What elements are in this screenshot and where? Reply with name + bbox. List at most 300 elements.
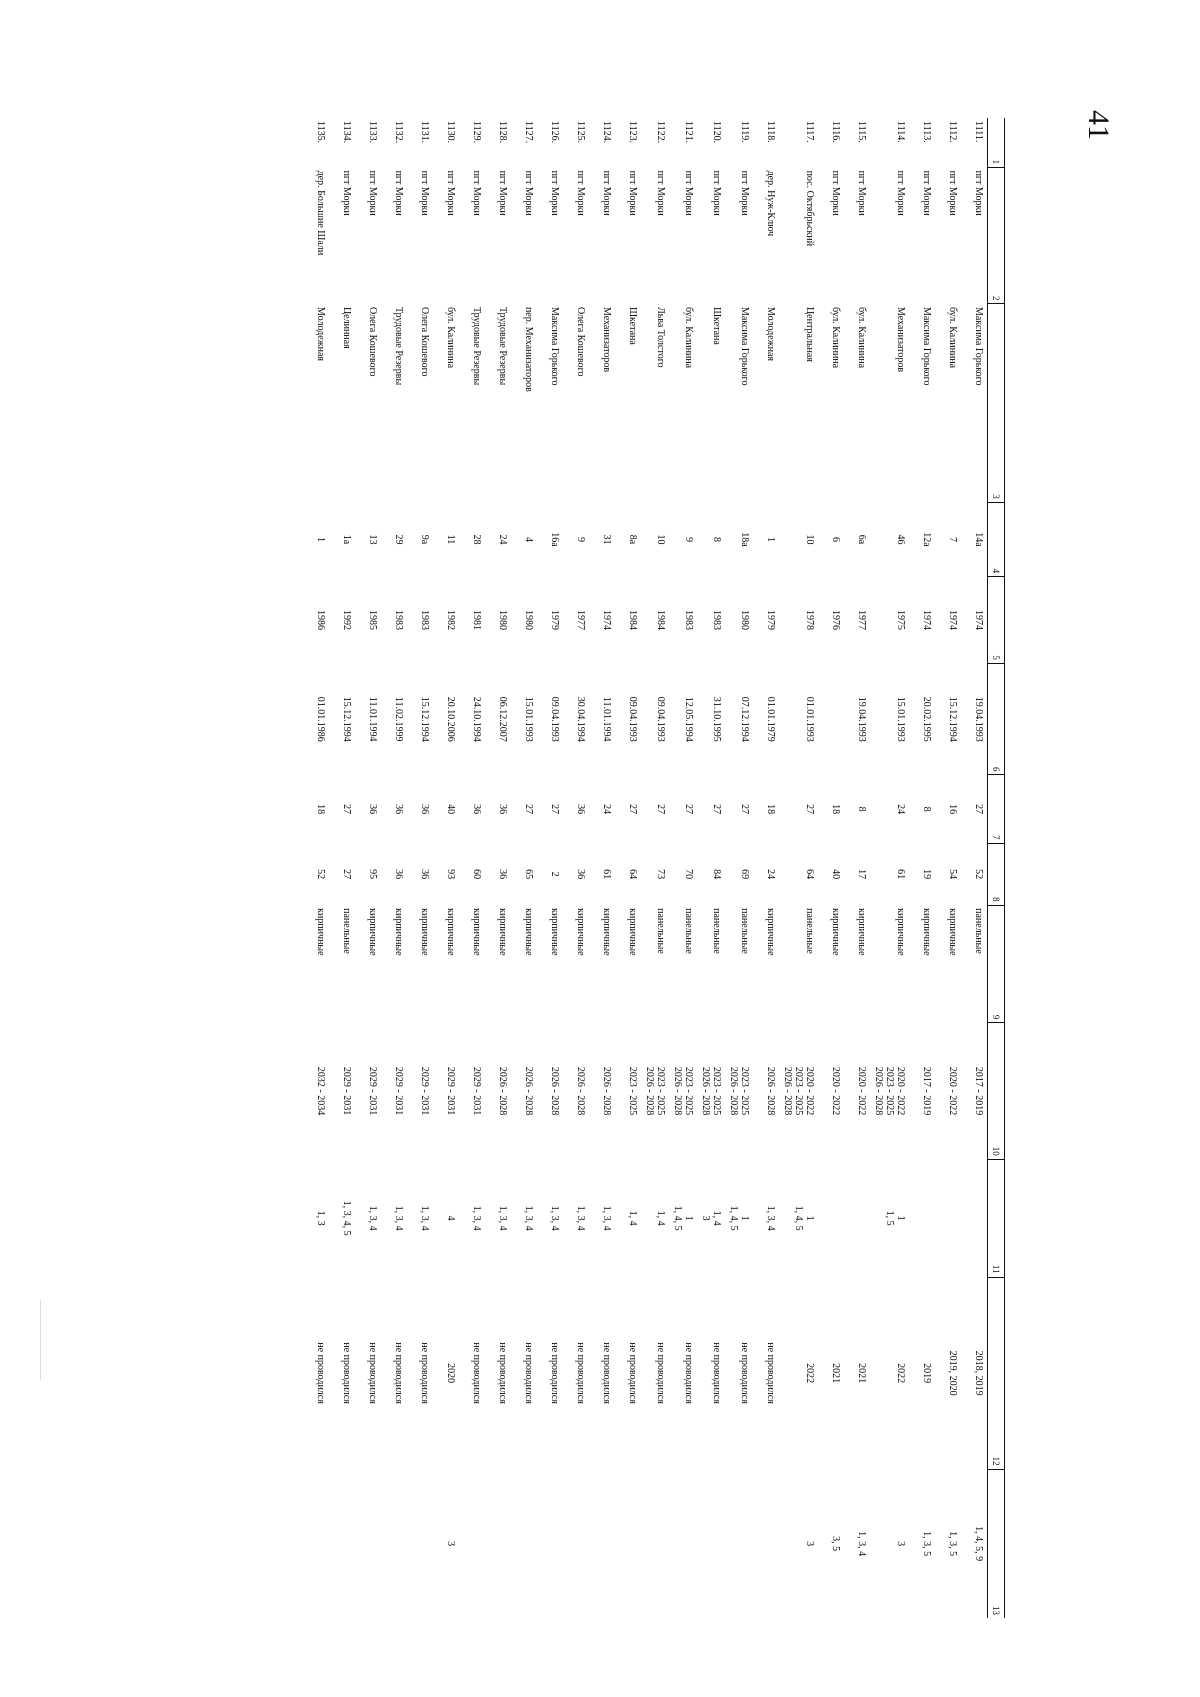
settlement: пос. Октябрьский: [804, 170, 815, 247]
cell-13: [725, 1469, 753, 1618]
row-number: 1129.: [471, 121, 482, 144]
wall-material: кирпичные: [445, 908, 456, 956]
row-number: 1119.: [739, 121, 750, 143]
row-number: 1134.: [341, 121, 352, 144]
repair-period: 2026 - 2028: [765, 1066, 776, 1116]
street: бул. Калинина: [856, 306, 867, 369]
settlement: пгт Морки: [341, 170, 352, 216]
house-number: 13: [367, 534, 378, 545]
table-row: [818, 118, 844, 1618]
privatization-date: 01.01.1979: [765, 696, 776, 742]
build-year: 1985: [367, 610, 378, 631]
repair-done: не проводился: [739, 1342, 750, 1404]
cell-13: [669, 1469, 697, 1618]
street: Максима Горького: [739, 306, 750, 386]
cell-8: 93: [445, 869, 456, 880]
build-year: 1974: [921, 610, 932, 631]
work-types: [909, 1159, 935, 1277]
cell-13: [753, 1469, 779, 1618]
table-row: [870, 118, 909, 1618]
street: бул. Калинина: [947, 306, 958, 369]
street: бул. Калинина: [830, 306, 841, 369]
street: Молодежная: [765, 306, 776, 361]
repair-period: 2029 - 2031: [341, 1066, 352, 1116]
cell-8: 60: [471, 869, 482, 880]
settlement: пгт Морки: [367, 170, 378, 216]
repair-period: 2020 - 2022 2023 - 2025 2026 - 2028: [873, 1066, 906, 1116]
privatization-date: 31.10.1995: [711, 696, 722, 742]
cell-13: [459, 1469, 485, 1618]
row-number: 1125.: [575, 121, 586, 144]
work-types: 1, 3, 4: [393, 1205, 404, 1231]
work-types: 4: [445, 1215, 456, 1221]
wall-material: кирпичные: [367, 908, 378, 956]
row-number: 1131.: [419, 121, 430, 144]
repair-done: не проводился: [575, 1342, 586, 1404]
privatization-date: 20.10.2006: [445, 696, 456, 742]
wall-material: кирпичные: [549, 908, 560, 956]
cell-8: 19: [921, 869, 932, 880]
build-year: 1979: [765, 610, 776, 631]
cell-13: [355, 1469, 381, 1618]
table-row: [355, 118, 381, 1618]
cell-8: 64: [627, 869, 638, 880]
repair-done: не проводился: [315, 1342, 326, 1404]
build-year: 1976: [830, 610, 841, 631]
table-header: [988, 118, 1005, 1618]
settlement: пгт Морки: [445, 170, 456, 216]
rotated-table-container: [205, 118, 1005, 1618]
build-year: 1974: [601, 610, 612, 631]
apartments: 36: [471, 804, 482, 815]
house-number: 18а: [739, 532, 750, 547]
cell-13: [303, 1469, 329, 1618]
settlement: пгт Морки: [655, 170, 666, 216]
wall-material: кирпичные: [419, 908, 430, 956]
repair-done: не проводился: [419, 1342, 430, 1404]
cell-13: 3: [445, 1541, 456, 1547]
privatization-date: [818, 663, 844, 775]
privatization-date: 19.04.1993: [973, 696, 984, 742]
table-row: [669, 118, 697, 1618]
repair-done: не проводился: [655, 1342, 666, 1404]
cell-8: 61: [895, 869, 906, 880]
settlement: дер. Нуж-Ключ: [765, 170, 776, 237]
privatization-date: 11.02.1999: [393, 696, 404, 742]
street: Шкетана: [711, 306, 722, 345]
work-types: 1, 3, 4: [523, 1205, 534, 1231]
repair-done: 2021: [830, 1363, 841, 1384]
privatization-date: 15.12.1994: [947, 696, 958, 742]
cell-13: [381, 1469, 407, 1618]
repair-done: не проводился: [471, 1342, 482, 1404]
street: Олега Кошевого: [367, 306, 378, 377]
cell-8: 73: [655, 869, 666, 880]
build-year: 1980: [523, 610, 534, 631]
column-header-3: 3: [988, 304, 1005, 502]
repair-done: не проводился: [601, 1342, 612, 1404]
repair-done: не проводился: [523, 1342, 534, 1404]
row-number: 1118.: [765, 121, 776, 143]
apartments: 36: [367, 804, 378, 815]
privatization-date: 11.01.1994: [367, 696, 378, 742]
wall-material: кирпичные: [830, 908, 841, 956]
table-row: [433, 118, 459, 1618]
apartments: 27: [655, 804, 666, 815]
apartments: 40: [445, 804, 456, 815]
row-number: 1117.: [804, 121, 815, 143]
repair-period: 2029 - 2031: [393, 1066, 404, 1116]
settlement: пгт Морки: [947, 170, 958, 216]
street: Трудовые Резервы: [497, 306, 508, 386]
wall-material: кирпичные: [765, 908, 776, 956]
apartments: 27: [683, 804, 694, 815]
house-number: 7: [947, 536, 958, 542]
table-row: [779, 118, 818, 1618]
settlement: пгт Морки: [973, 170, 984, 216]
repair-done: не проводился: [683, 1342, 694, 1404]
wall-material: кирпичные: [947, 908, 958, 956]
house-number: 1а: [341, 534, 352, 545]
work-types: 1, 3, 4, 5: [341, 1200, 352, 1236]
work-types: [818, 1159, 844, 1277]
cell-13: [589, 1469, 615, 1618]
settlement: пгт Морки: [683, 170, 694, 216]
privatization-date: 15.01.1993: [895, 696, 906, 742]
build-year: 1978: [804, 610, 815, 631]
work-types: 1, 3, 4: [601, 1205, 612, 1231]
apartments: 18: [765, 804, 776, 815]
cell-13: [697, 1469, 725, 1618]
repair-period: 2026 - 2028: [601, 1066, 612, 1116]
house-number: 8а: [627, 534, 638, 545]
privatization-date: 07.12.1994: [739, 696, 750, 742]
row-number: 1112.: [947, 121, 958, 143]
house-number: 6а: [856, 534, 867, 545]
repair-period: 2029 - 2031: [367, 1066, 378, 1116]
row-number: 1126.: [549, 121, 560, 144]
settlement: пгт Морки: [711, 170, 722, 216]
street: Механизаторов: [601, 306, 612, 373]
house-number: 1: [315, 536, 326, 542]
apartments: 8: [921, 806, 932, 812]
cell-8: 54: [947, 869, 958, 880]
repair-done: 2022: [804, 1363, 815, 1384]
repair-period: 2017 - 2019: [973, 1066, 984, 1116]
table-row: [459, 118, 485, 1618]
work-types: 1 1, 4, 5: [793, 1205, 815, 1231]
house-number: 28: [471, 534, 482, 545]
apartments: 27: [973, 804, 984, 815]
table-row: [961, 118, 988, 1618]
repair-period: 2017 - 2019: [921, 1066, 932, 1116]
cell-13: 3: [804, 1541, 815, 1547]
work-types: 1, 3, 4: [419, 1205, 430, 1231]
cell-13: 3: [895, 1541, 906, 1547]
housing-repair-table: [303, 118, 1005, 1618]
settlement: пгт Морки: [575, 170, 586, 216]
apartments: 27: [711, 804, 722, 815]
repair-period: 2023 - 2025: [627, 1066, 638, 1116]
apartments: 16: [947, 804, 958, 815]
wall-material: кирпичные: [856, 908, 867, 956]
privatization-date: 19.04.1993: [856, 696, 867, 742]
cell-13: [641, 1469, 669, 1618]
privatization-date: 06.12.2007: [497, 696, 508, 742]
work-types: 1, 3, 4: [549, 1205, 560, 1231]
work-types: 1, 3, 4: [497, 1205, 508, 1231]
apartments: 27: [739, 804, 750, 815]
build-year: 1992: [341, 610, 352, 631]
cell-13: [485, 1469, 511, 1618]
cell-8: 52: [315, 869, 326, 880]
build-year: 1986: [315, 610, 326, 631]
privatization-date: 12.05.1994: [683, 696, 694, 742]
column-header-8: 8: [988, 843, 1005, 905]
repair-period: 2023 - 2025 2026 - 2028: [672, 1066, 694, 1116]
table-row: [909, 118, 935, 1618]
repair-period: 2029 - 2031: [445, 1066, 456, 1116]
settlement: пгт Морки: [523, 170, 534, 216]
build-year: 1983: [683, 610, 694, 631]
build-year: 1982: [445, 610, 456, 631]
repair-done: не проводился: [341, 1342, 352, 1404]
build-year: 1983: [419, 610, 430, 631]
wall-material: кирпичные: [601, 908, 612, 956]
repair-done: 2018, 2019: [973, 1350, 984, 1396]
street: бул. Калинина: [683, 306, 694, 369]
work-types: [844, 1159, 870, 1277]
row-number: 1121.: [683, 121, 694, 144]
repair-done: не проводился: [393, 1342, 404, 1404]
apartments: 27: [523, 804, 534, 815]
column-header-12: 12: [988, 1277, 1005, 1469]
repair-done: не проводился: [711, 1342, 722, 1404]
work-types: 1 1, 5: [884, 1210, 906, 1226]
apartments: 36: [393, 804, 404, 815]
street: Молодежная: [315, 306, 326, 361]
table-body: [303, 118, 988, 1618]
street: Льва Толстого: [655, 306, 666, 368]
work-types: 1, 3, 4: [471, 1205, 482, 1231]
street: Шкетана: [627, 306, 638, 345]
street: Максима Горького: [921, 306, 932, 386]
privatization-date: 09.04.1993: [627, 696, 638, 742]
house-number: 29: [393, 534, 404, 545]
cell-13: [511, 1469, 537, 1618]
work-types: 1, 3, 4: [575, 1205, 586, 1231]
cell-8: 52: [973, 869, 984, 880]
repair-period: 2023 - 2025 2026 - 2028: [728, 1066, 750, 1116]
settlement: пгт Морки: [419, 170, 430, 216]
row-number: 1130.: [445, 121, 456, 144]
house-number: 10: [804, 534, 815, 545]
house-number: 1: [765, 536, 776, 542]
build-year: 1975: [895, 610, 906, 631]
cell-13: 1, 4, 5, 9: [973, 1526, 984, 1562]
house-number: 9: [575, 536, 586, 542]
house-number: 10: [655, 534, 666, 545]
repair-period: 2023 - 2025 2026 - 2028: [700, 1066, 722, 1116]
wall-material: кирпичные: [575, 908, 586, 956]
table-row: [303, 118, 329, 1618]
column-header-10: 10: [988, 1023, 1005, 1159]
build-year: 1977: [856, 610, 867, 631]
wall-material: панельные: [973, 908, 984, 954]
cell-8: 65: [523, 869, 534, 880]
cell-13: 1, 3, 5: [921, 1531, 932, 1557]
column-header-4: 4: [988, 502, 1005, 576]
table-row: [641, 118, 669, 1618]
repair-period: 2026 - 2028: [497, 1066, 508, 1116]
settlement: пгт Морки: [497, 170, 508, 216]
work-types: [961, 1159, 988, 1277]
row-number: 1127.: [523, 121, 534, 144]
repair-done: не проводился: [367, 1342, 378, 1404]
cell-8: 36: [575, 869, 586, 880]
table-row: [511, 118, 537, 1618]
row-number: 1128.: [497, 121, 508, 144]
apartments: 27: [549, 804, 560, 815]
wall-material: кирпичные: [471, 908, 482, 956]
repair-period: 2023 - 2025 2026 - 2028: [644, 1066, 666, 1116]
apartments: 18: [830, 804, 841, 815]
privatization-date: 09.04.1993: [655, 696, 666, 742]
cell-13: [407, 1469, 433, 1618]
row-number: 1114.: [895, 121, 906, 143]
house-number: 11: [445, 534, 456, 545]
wall-material: панельные: [711, 908, 722, 954]
wall-material: кирпичные: [315, 908, 326, 956]
street: Механизаторов: [895, 306, 906, 373]
build-year: 1983: [393, 610, 404, 631]
privatization-date: 20.02.1995: [921, 696, 932, 742]
table-row: [329, 118, 355, 1618]
apartments: 27: [341, 804, 352, 815]
cell-8: 40: [830, 869, 841, 880]
house-number: 4: [523, 536, 534, 542]
wall-material: кирпичные: [895, 908, 906, 956]
house-number: 31: [601, 534, 612, 545]
row-number: 1132.: [393, 121, 404, 144]
table-row: [935, 118, 961, 1618]
work-types: 1, 4: [655, 1210, 666, 1226]
column-header-9: 9: [988, 905, 1005, 1023]
repair-done: не проводился: [549, 1342, 560, 1404]
row-number: 1116.: [830, 121, 841, 143]
repair-done: не проводился: [765, 1342, 776, 1404]
cell-8: 69: [739, 869, 750, 880]
wall-material: кирпичные: [497, 908, 508, 956]
wall-material: панельные: [683, 908, 694, 954]
repair-done: 2022: [895, 1363, 906, 1384]
row-number: 1113.: [921, 121, 932, 143]
table-row: [725, 118, 753, 1618]
street: Олега Кошевого: [419, 306, 430, 377]
column-header-2: 2: [988, 168, 1005, 304]
cell-13: 3, 5: [830, 1536, 841, 1552]
settlement: пгт Морки: [739, 170, 750, 216]
privatization-date: 01.01.1986: [315, 696, 326, 742]
row-number: 1133.: [367, 121, 378, 144]
settlement: пгт Морки: [601, 170, 612, 216]
privatization-date: 09.04.1993: [549, 696, 560, 742]
build-year: 1984: [627, 610, 638, 631]
apartments: 27: [627, 804, 638, 815]
settlement: пгт Морки: [627, 170, 638, 216]
apartments: 8: [856, 806, 867, 812]
row-number: 1120.: [711, 121, 722, 144]
apartments: 36: [497, 804, 508, 815]
repair-done: 2021: [856, 1363, 867, 1384]
row-number: 1135.: [315, 121, 326, 144]
table-row: [381, 118, 407, 1618]
row-number: 1124.: [601, 121, 612, 144]
apartments: 36: [419, 804, 430, 815]
house-number: 24: [497, 534, 508, 545]
table-row: [844, 118, 870, 1618]
column-header-11: 11: [988, 1159, 1005, 1277]
street: бул. Калинина: [445, 306, 456, 369]
work-types: 1 1, 4, 5: [672, 1205, 694, 1231]
apartments: 27: [804, 804, 815, 815]
repair-done: 2019: [921, 1363, 932, 1384]
table-row: [589, 118, 615, 1618]
cell-8: 95: [367, 869, 378, 880]
street: Олега Кошевого: [575, 306, 586, 377]
repair-period: 2032 - 2034: [315, 1066, 326, 1116]
wall-material: кирпичные: [921, 908, 932, 956]
work-types: 1, 4 3: [700, 1210, 722, 1226]
work-types: 1 1, 4, 5: [728, 1205, 750, 1231]
cell-8: 70: [683, 869, 694, 880]
settlement: пгт Морки: [921, 170, 932, 216]
privatization-date: 11.01.1994: [601, 696, 612, 742]
wall-material: кирпичные: [523, 908, 534, 956]
cell-8: 17: [856, 869, 867, 880]
repair-period: 2020 - 2022: [856, 1066, 867, 1116]
apartments: 18: [315, 804, 326, 815]
build-year: 1983: [711, 610, 722, 631]
row-number: 1123.: [627, 121, 638, 144]
cell-8: 36: [419, 869, 430, 880]
wall-material: панельные: [341, 908, 352, 954]
street: Целинная: [341, 306, 352, 349]
column-header-13: 13: [988, 1469, 1005, 1618]
repair-period: 2026 - 2028: [549, 1066, 560, 1116]
settlement: пгт Морки: [895, 170, 906, 216]
work-types: [935, 1159, 961, 1277]
cell-13: [563, 1469, 589, 1618]
column-header-5: 5: [988, 577, 1005, 664]
table-row: [407, 118, 433, 1618]
cell-8: 27: [341, 869, 352, 880]
privatization-date: 15.12.1994: [419, 696, 430, 742]
cell-13: [615, 1469, 641, 1618]
privatization-date: 30.04.1994: [575, 696, 586, 742]
table-row: [615, 118, 641, 1618]
cell-13: [329, 1469, 355, 1618]
build-year: 1984: [655, 610, 666, 631]
wall-material: кирпичные: [393, 908, 404, 956]
privatization-date: 15.12.1994: [341, 696, 352, 742]
wall-material: панельные: [655, 908, 666, 954]
work-types: 1, 3, 4: [765, 1205, 776, 1231]
settlement: пгт Морки: [393, 170, 404, 216]
street: пер. Механизаторов: [523, 306, 534, 392]
row-number: 1115.: [856, 121, 867, 143]
column-header-1: 1: [988, 118, 1005, 168]
